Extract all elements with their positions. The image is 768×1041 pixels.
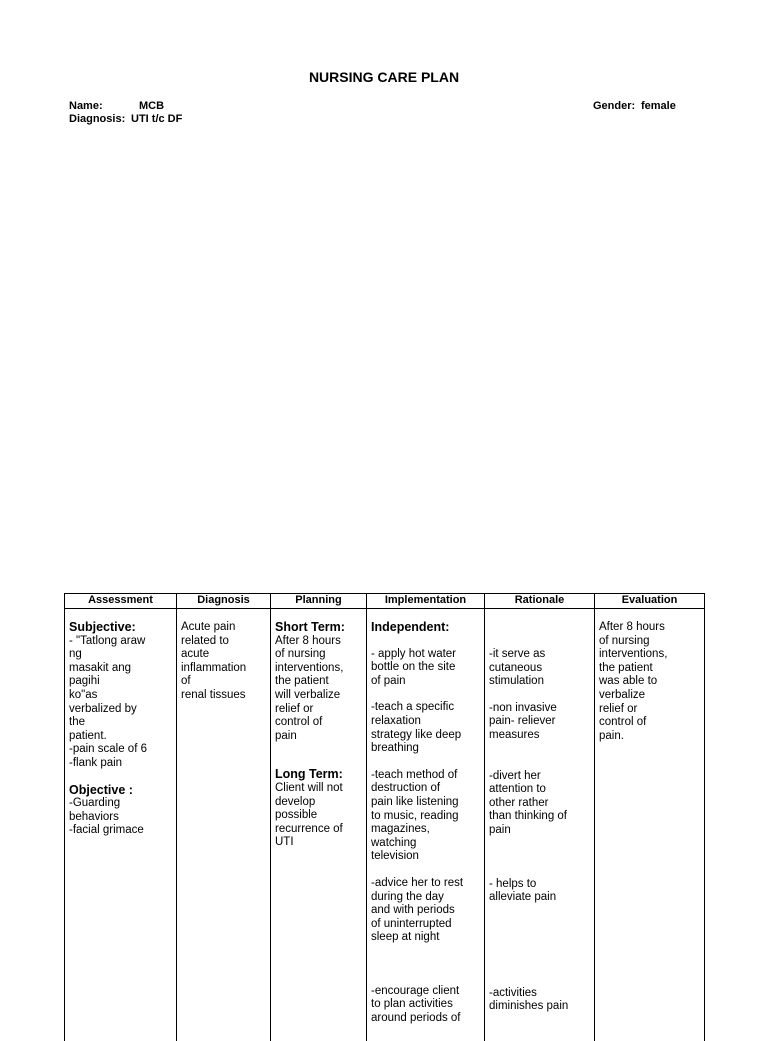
header-rationale: Rationale: [485, 594, 595, 609]
header-planning: Planning: [271, 594, 367, 609]
name-label: Name:: [69, 100, 103, 112]
implementation-cell: [367, 609, 485, 1041]
gender-value: female: [641, 100, 676, 112]
name-value: MCB: [139, 100, 164, 112]
table-header-row: [65, 594, 705, 609]
planning-cell: [271, 609, 367, 1041]
evaluation-text: After 8 hours of nursing interventions, the patient was able to verbalize relief or control of pain.: [599, 621, 700, 743]
header-diagnosis: Diagnosis: [177, 594, 271, 609]
diagnosis-text: Acute pain related to acute inflammation of renal tissues: [181, 621, 266, 703]
long-term-heading: Long Term:: [275, 768, 362, 782]
header-assessment: Assessment: [65, 594, 177, 609]
diagnosis-cell: [177, 609, 271, 1041]
evaluation-cell: [595, 609, 705, 1041]
rationale-item: - helps to alleviate pain: [489, 878, 590, 905]
objective-text: -Guarding behaviors -facial grimace: [69, 797, 172, 838]
page-title: NURSING CARE PLAN: [0, 69, 768, 85]
implementation-item: -advice her to rest during the day and with periods of uninterrupted sleep at night: [371, 877, 480, 945]
gender-label: Gender:: [593, 100, 635, 112]
long-term-text: Client will not develop possible recurrence of UTI: [275, 782, 362, 850]
care-plan-table: [64, 593, 705, 1041]
independent-heading: Independent:: [371, 621, 480, 635]
implementation-item: -encourage client to plan activities around periods of: [371, 985, 480, 1026]
diagnosis-label: Diagnosis:: [69, 113, 125, 125]
rationale-item: -divert her attention to other rather than thinking of pain: [489, 770, 590, 838]
table-row: [65, 609, 705, 1041]
implementation-item: -teach a specific relaxation strategy like deep breathing: [371, 701, 480, 755]
subjective-text: - "Tatlong araw ng masakit ang pagihi ko"as verbalized by the patient. -pain scale of 6 -flank pain: [69, 635, 172, 771]
subjective-heading: Subjective:: [69, 621, 172, 635]
objective-heading: Objective :: [69, 784, 172, 798]
implementation-item: - apply hot water bottle on the site of pain: [371, 648, 480, 689]
short-term-text: After 8 hours of nursing interventions, the patient will verbalize relief or control of pain: [275, 635, 362, 744]
assessment-cell: [65, 609, 177, 1041]
diagnosis-value: UTI t/c DF: [131, 113, 182, 125]
header-implementation: Implementation: [367, 594, 485, 609]
header-evaluation: Evaluation: [595, 594, 705, 609]
rationale-cell: [485, 609, 595, 1041]
rationale-item: -it serve as cutaneous stimulation: [489, 648, 590, 689]
rationale-item: -activities diminishes pain: [489, 987, 590, 1014]
rationale-item: -non invasive pain- reliever measures: [489, 702, 590, 743]
short-term-heading: Short Term:: [275, 621, 362, 635]
implementation-item: -teach method of destruction of pain like listening to music, reading magazines, watching television: [371, 769, 480, 864]
